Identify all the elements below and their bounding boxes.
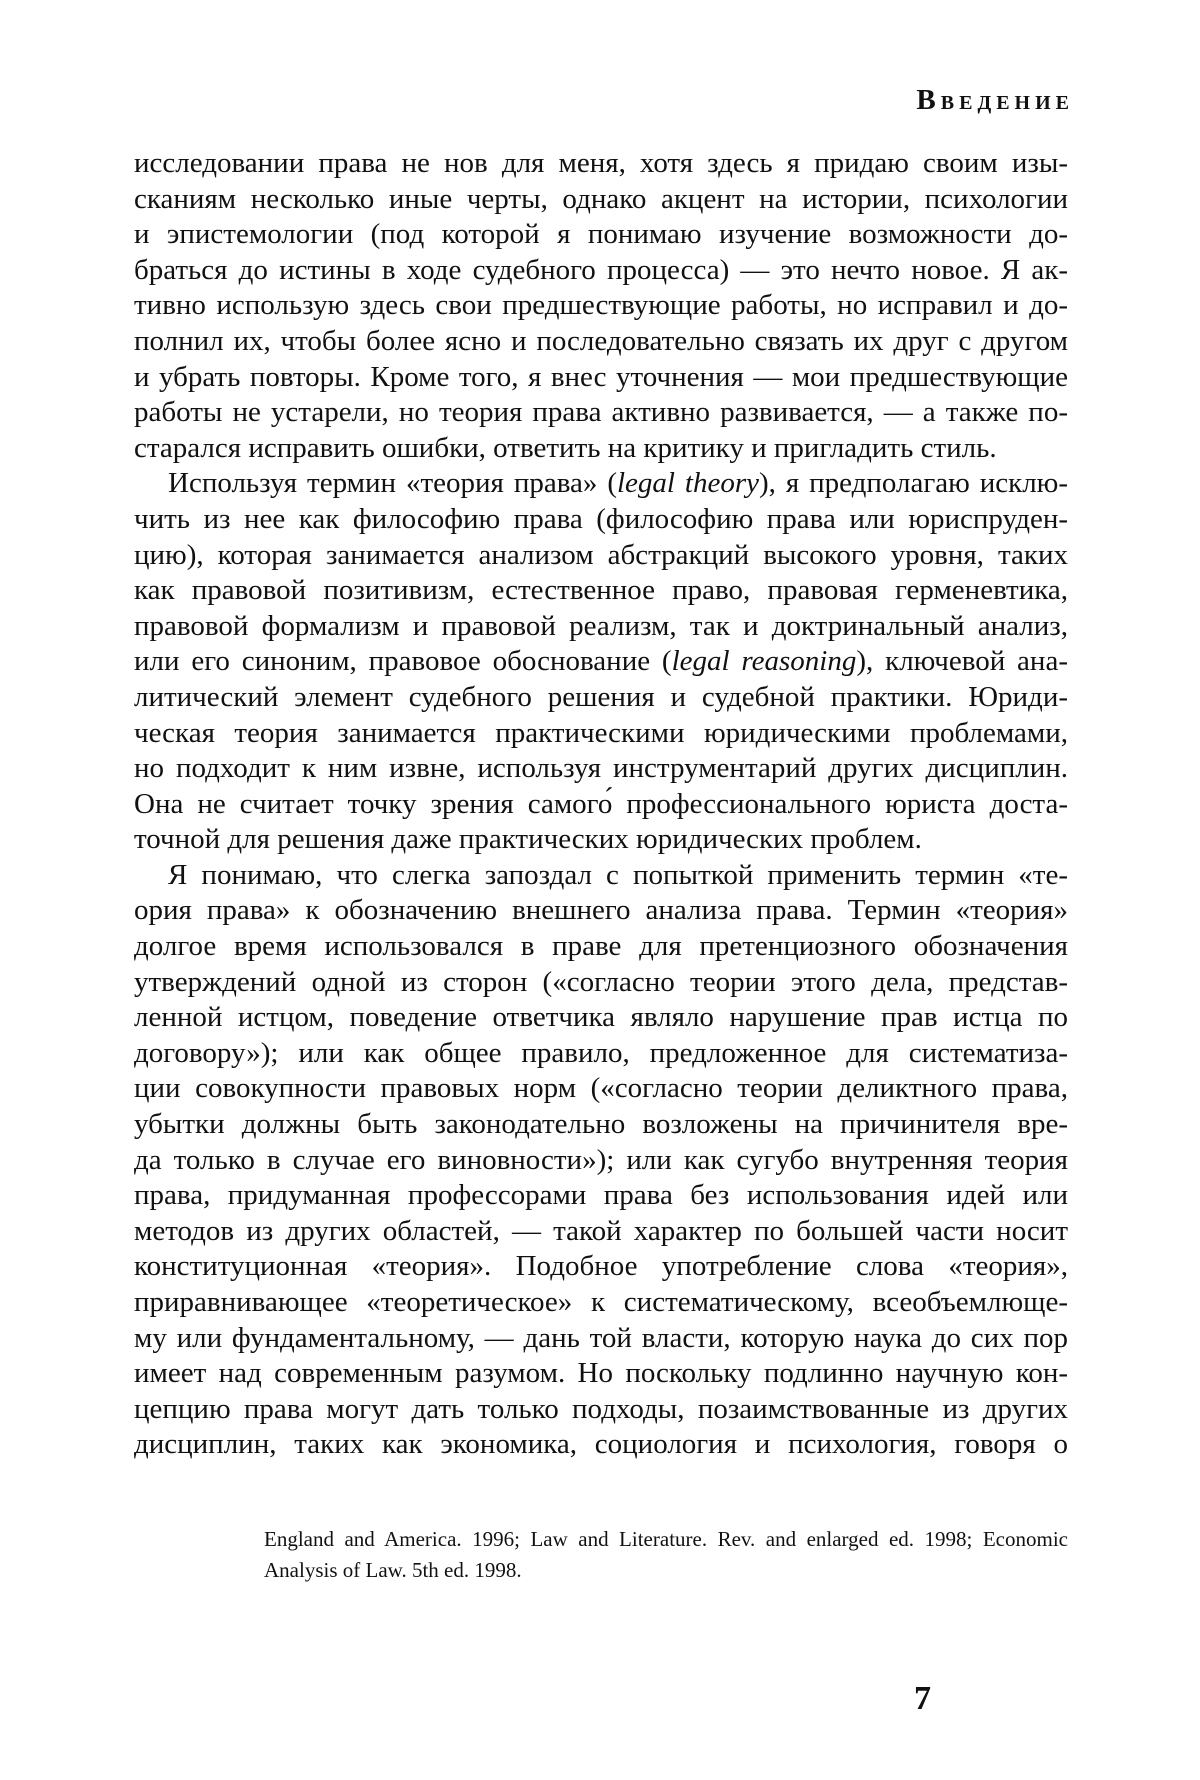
text-line: литический элемент судебного решения и судебной практики. Юриди- (134, 680, 1068, 713)
text-line: права, придуманная профессорами права без использования идей или (134, 1179, 1068, 1212)
text-line: сканиям несколько иные черты, однако акцент на истории, психологии (134, 182, 1068, 215)
paragraph-3 (134, 858, 1068, 1463)
italic-term: legal reasoning (671, 645, 857, 678)
text-line: договору»); или как общее правило, предложенное для систематиза- (134, 1036, 1068, 1069)
footnote (264, 1524, 1068, 1586)
running-head: Введение (916, 84, 1074, 116)
text-line: и эпистемологии (под которой я понимаю изучение возможности до- (134, 218, 1068, 251)
text-line: утверждений одной из сторон («согласно теории этого дела, представ- (134, 965, 1068, 998)
paragraph-1 (134, 146, 1068, 466)
text-line: цию), которая занимается анализом абстракций высокого уровня, таких (134, 538, 1068, 571)
text-line: приравнивающее «теоретическое» к систематическому, всеобъемлюще- (134, 1286, 1068, 1318)
text-line: браться до истины в ходе судебного процесса) — это нечто новое. Я ак- (134, 253, 1068, 286)
text-line: убытки должны быть законодательно возложены на причинителя вре- (134, 1108, 1068, 1141)
paragraph-2 (134, 466, 1068, 858)
text-line: методов из других областей, — такой характер по большей части носит (134, 1214, 1068, 1247)
text-line: му или фундаментальному, — дань той власти, которую наука до сих пор (134, 1321, 1068, 1354)
text-line: чить из нее как философию права (философию права или юриспруден- (134, 502, 1068, 535)
text-line: и убрать повторы. Кроме того, я внес уточнения — мои предшествующие (134, 360, 1068, 393)
body-text (134, 146, 1068, 1463)
text-line: да только в случае его виновности»); или как сугубо внутренняя теория (134, 1143, 1068, 1176)
text-line: старался исправить ошибки, ответить на критику и пригладить стиль. (134, 431, 997, 464)
text-line: Я понимаю, что слегка запоздал с попыткой применить термин «те- (168, 858, 1068, 891)
text-line: ческая теория занимается практическими юридическими проблемами, (134, 716, 1068, 749)
text-line: Она не считает точку зрения самого́ профессионального юриста доста- (134, 787, 1068, 820)
text-line: или его синоним, правовое обоснование (legal reasoning), ключевой ана- (134, 645, 1068, 678)
text-line: долгое время использовался в праве для претенциозного обозначения (134, 930, 1068, 963)
text-line: тивно использую здесь свои предшествующие работы, но исправил и до- (134, 289, 1068, 322)
text-line: имеет над современным разумом. Но поскольку подлинно научную кон- (134, 1357, 1068, 1390)
text-line: правовой формализм и правовой реализм, так и доктринальный анализ, (134, 609, 1068, 642)
text-line: конституционная «теория». Подобное употребление слова «теория», (134, 1250, 1068, 1283)
text-line: полнил их, чтобы более ясно и последовательно связать их друг с другом (134, 324, 1068, 357)
footnote-line: England and America. 1996; Law and Literature. Rev. and enlarged ed. 1998; Economic (264, 1527, 1068, 1551)
text-line: точной для решения даже практических юридических проблем. (134, 823, 922, 856)
text-line: цепцию права могут дать только подходы, позаимствованные из других (134, 1392, 1068, 1425)
text-line: как правовой позитивизм, естественное право, правовая герменевтика, (134, 574, 1068, 607)
text-line: Используя термин «теория права» (legal theory), я предполагаю исклю- (168, 467, 1068, 500)
text-line: дисциплин, таких как экономика, социология и психология, говоря о (134, 1428, 1068, 1461)
text-line: исследовании права не нов для меня, хотя здесь я придаю своим изы- (134, 147, 1068, 179)
text-line: но подходит к ним извне, используя инструментарий других дисциплин. (134, 752, 1068, 785)
text-line: ленной истцом, поведение ответчика являло нарушение прав истца по (134, 1001, 1068, 1034)
text-line: работы не устарели, но теория права активно развивается, — а также по- (134, 396, 1068, 429)
footnote-line: Analysis of Law. 5th ed. 1998. (264, 1558, 522, 1582)
text-line: ория права» к обозначению внешнего анализа права. Термин «теория» (134, 894, 1068, 927)
text-line: ции совокупности правовых норм («согласно теории деликтного права, (134, 1072, 1068, 1105)
page-number: 7 (914, 1680, 931, 1717)
italic-term: legal theory (616, 467, 759, 500)
